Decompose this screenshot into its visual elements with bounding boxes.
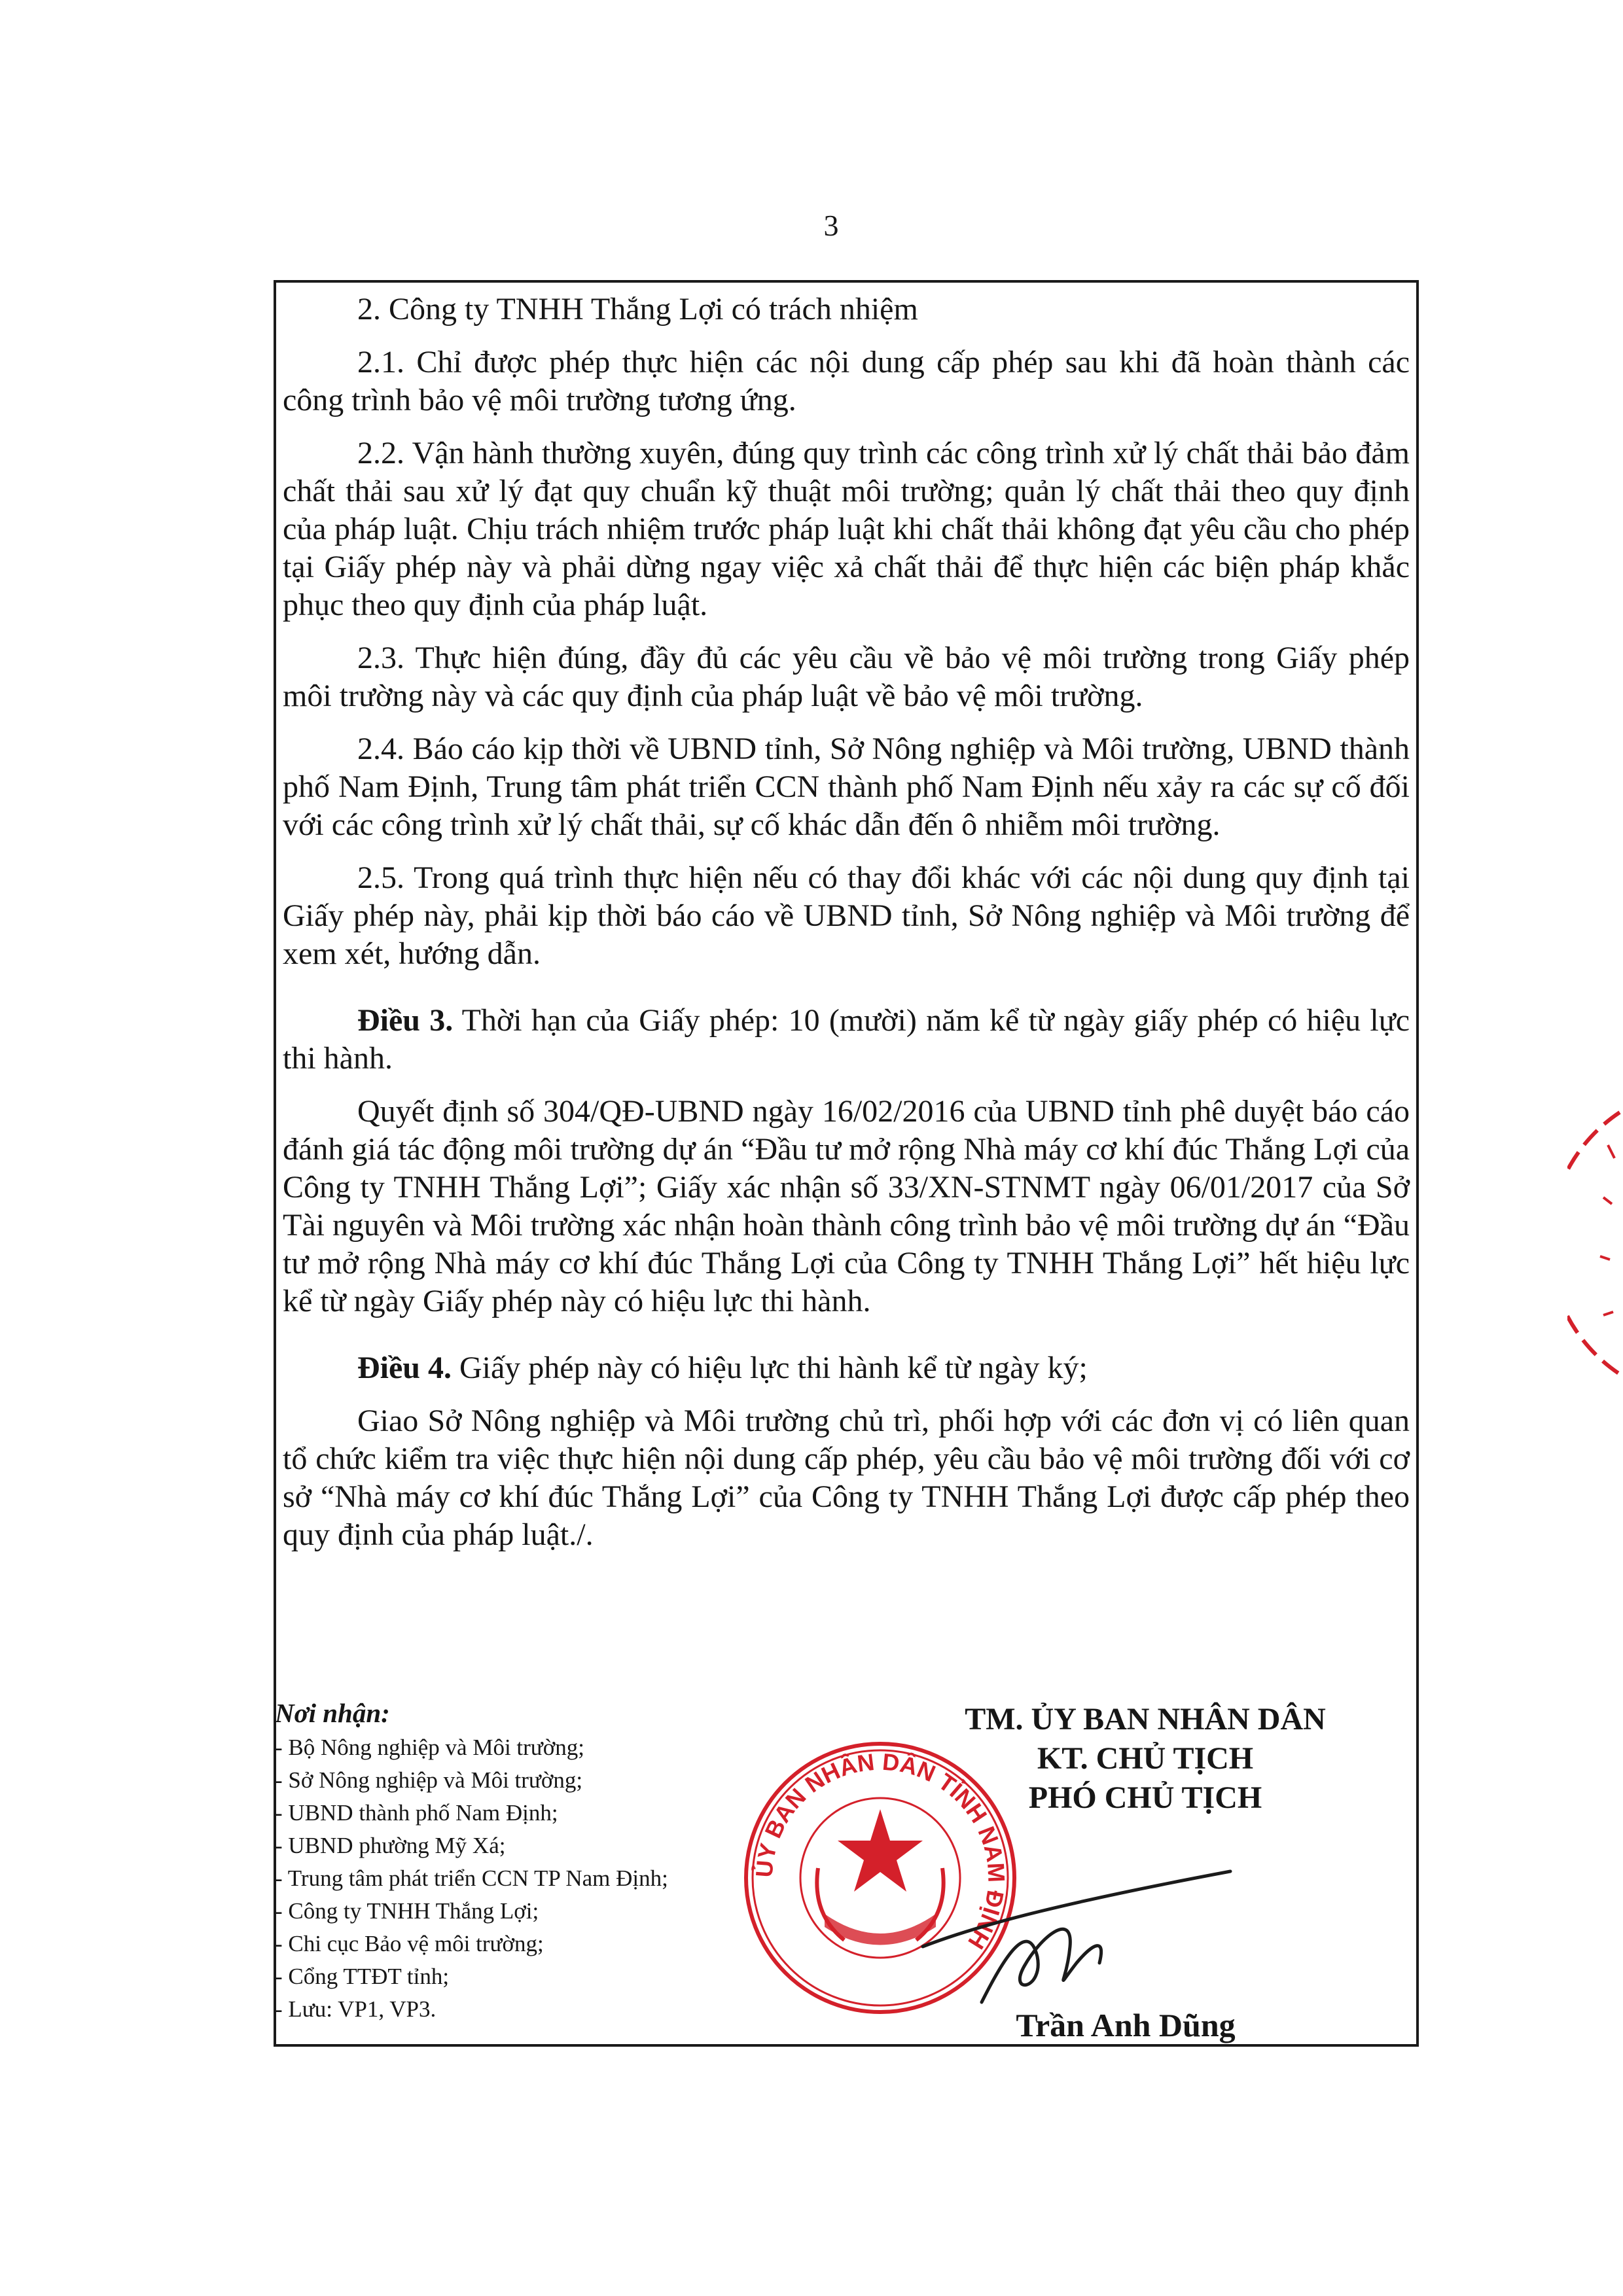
recipient-item: - UBND phường Mỹ Xá; — [275, 1833, 506, 1858]
handwritten-signature — [903, 1832, 1243, 2028]
signature-title-1: TM. ỦY BAN NHÂN DÂN — [965, 1702, 1326, 1737]
signature-title-2: KT. CHỦ TỊCH — [1037, 1741, 1254, 1776]
recipient-item: - Bộ Nông nghiệp và Môi trường; — [275, 1735, 584, 1760]
recipient-item: - Lưu: VP1, VP3. — [275, 1996, 437, 2022]
recipient-item: - Cổng TTĐT tỉnh; — [275, 1964, 450, 1989]
recipient-item: - Trung tâm phát triển CCN TP Nam Định; — [275, 1865, 668, 1891]
article-3: Điều 3. Thời hạn của Giấy phép: 10 (mười) năm kể từ ngày giấy phép có hiệu lực thi hành. — [283, 1003, 1410, 1076]
document-body — [283, 291, 1410, 1569]
paragraph-2-4: 2.4. Báo cáo kịp thời về UBND tỉnh, Sở Nông nghiệp và Môi trường, UBND thành phố Nam Định, Trung tâm phát triển CCN thành phố Nam Định nếu xảy ra các sự cố đối với các công trình xử lý chất thải, sự cố khác dẫn đến ô nhiễm môi trường. — [283, 732, 1410, 842]
recipient-item: - Sở Nông nghiệp và Môi trường; — [275, 1767, 583, 1793]
signature-block — [883, 1700, 1407, 1818]
article-4: Điều 4. Giấy phép này có hiệu lực thi hành kể từ ngày ký; — [357, 1351, 1088, 1385]
paragraph-2-3: 2.3. Thực hiện đúng, đầy đủ các yêu cầu về bảo vệ môi trường trong Giấy phép môi trường này và các quy định của pháp luật về bảo vệ môi trường. — [283, 641, 1410, 713]
paragraph-2-2: 2.2. Vận hành thường xuyên, đúng quy trình các công trình xử lý chất thải bảo đảm chất thải sau xử lý đạt quy chuẩn kỹ thuật môi trường; quản lý chất thải theo quy định của pháp luật. Chịu trách nhiệm trước pháp luật khi chất thải không đạt yêu cầu cho phép tại Giấy phép này và phải dừng ngay việc xả chất thải để thực hiện các biện pháp khắc phục theo quy định của pháp luật. — [283, 436, 1410, 622]
signer-name: Trần Anh Dũng — [1016, 2007, 1236, 2043]
recipients-list — [275, 1695, 772, 2026]
recipient-item: - Công ty TNHH Thắng Lợi; — [275, 1898, 539, 1924]
signature-title-3: PHÓ CHỦ TỊCH — [1028, 1780, 1262, 1815]
recipient-item: - Chi cục Bảo vệ môi trường; — [275, 1931, 544, 1956]
page-edge-stamp — [1567, 1106, 1623, 1381]
paragraph-2-5: 2.5. Trong quá trình thực hiện nếu có thay đổi khác với các nội dung quy định tại Giấy phép này, phải kịp thời báo cáo về UBND tỉnh, Sở Nông nghiệp và Môi trường để xem xét, hướng dẫn. — [283, 860, 1410, 971]
recipients-title: Nơi nhận: — [275, 1698, 390, 1728]
recipient-item: - UBND thành phố Nam Định; — [275, 1800, 558, 1826]
article-3-decision: Quyết định số 304/QĐ-UBND ngày 16/02/2016 của UBND tỉnh phê duyệt báo cáo đánh giá tác động môi trường dự án “Đầu tư mở rộng Nhà máy cơ khí đúc Thắng Lợi của Công ty TNHH Thắng Lợi”; Giấy xác nhận số 33/XN-STNMT ngày 06/01/2017 của Sở Tài nguyên và Môi trường xác nhận hoàn thành công trình bảo vệ môi trường dự án “Đầu tư mở rộng Nhà máy cơ khí đúc Thắng Lợi của Công ty TNHH Thắng Lợi” hết hiệu lực kể từ ngày Giấy phép này có hiệu lực thi hành. — [283, 1094, 1410, 1318]
article-4-assignment: Giao Sở Nông nghiệp và Môi trường chủ trì, phối hợp với các đơn vị có liên quan tổ chức kiểm tra việc thực hiện nội dung cấp phép, yêu cầu bảo vệ môi trường đối với cơ sở “Nhà máy cơ khí đúc Thắng Lợi” của Công ty TNHH Thắng Lợi được cấp phép theo quy định của pháp luật./. — [283, 1404, 1410, 1552]
page-number: 3 — [823, 209, 839, 242]
recipients-underline — [274, 2044, 928, 2047]
seal-text: ỦY BAN NHÂN DÂN TỈNH NAM ĐỊNH — [750, 1748, 1010, 1954]
paragraph-2-heading: 2. Công ty TNHH Thắng Lợi có trách nhiệm — [357, 292, 918, 327]
paragraph-2-1: 2.1. Chỉ được phép thực hiện các nội dung cấp phép sau khi đã hoàn thành các công trình bảo vệ môi trường tương ứng. — [283, 345, 1410, 417]
